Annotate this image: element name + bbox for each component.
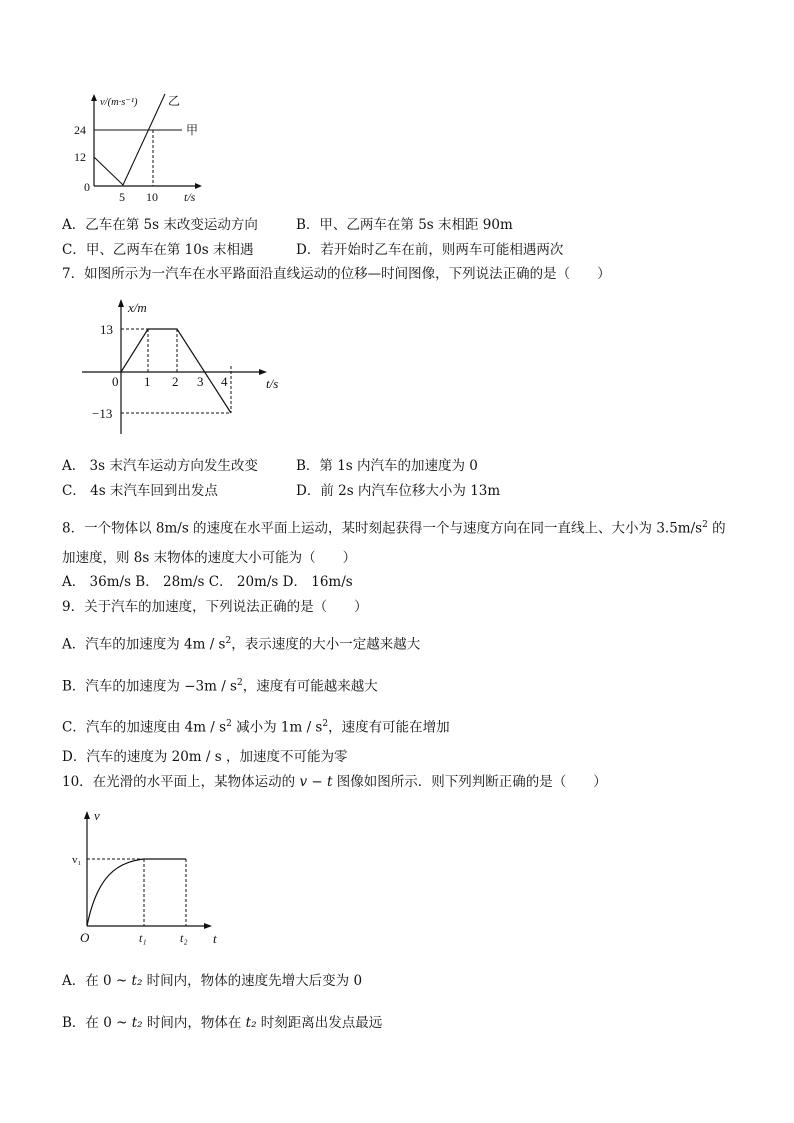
q10-option-b (62, 1014, 382, 1032)
q7-option-b: B．第 1s 内汽车的加速度为 0 (296, 458, 478, 474)
graph1-x-arrow (195, 183, 202, 189)
q6-option-a: A．乙车在第 5s 末改变运动方向 (62, 217, 258, 233)
graph1-tick-24: 24 (74, 123, 86, 137)
q9-c-mid: 减小为 1m / s (231, 719, 323, 736)
q10-a-post: 时间内，物体的速度先增大后变为 0 (142, 973, 363, 989)
q8-stem-sup: 2 (702, 520, 708, 530)
q9-option-b (62, 674, 378, 696)
graph2-tick-0: 0 (112, 374, 119, 389)
graph3-vt (72, 806, 232, 946)
q10-b-var2: t₂ (245, 1015, 257, 1031)
q9-b-post: ，速度有可能越来越大 (242, 678, 378, 695)
graph1-y-arrow (91, 94, 97, 101)
q7-option-c: C． 4s 末汽车回到出发点 (62, 483, 218, 499)
graph3-x-label: t (213, 931, 217, 946)
q9-b-sup: 2 (236, 678, 243, 688)
q10-b-var: t₂ (131, 1015, 143, 1031)
graph2-xt (80, 296, 290, 436)
q9-option-c (62, 715, 450, 737)
graph2-y-arrow (118, 299, 124, 307)
q9-c-sup1: 2 (226, 719, 232, 729)
graph3-curve (87, 859, 186, 926)
graph1-x-label: t/s (184, 190, 196, 204)
q9-c-sup2: 2 (322, 719, 329, 729)
q9-option-d: D．汽车的速度为 20m / s ，加速度不可能为零 (62, 749, 348, 765)
graph3-t1-label: t₁ (139, 931, 147, 945)
q10-a-pre: A．在 0 ~ (62, 973, 132, 989)
graph2-y-label: x/m (128, 300, 147, 315)
q9-a-sup: 2 (225, 636, 232, 646)
graph1-label-yi: 乙 (168, 94, 181, 108)
q10-option-a (62, 972, 362, 990)
graph1-label-jia: 甲 (186, 123, 199, 137)
graph2-tick-neg13: −13 (92, 406, 113, 421)
q8-stem-part2: 的 (707, 520, 726, 537)
graph2-line (121, 329, 231, 413)
q10-b-pre: B．在 0 ~ (62, 1015, 132, 1031)
q6-option-b: B．甲、乙两车在第 5s 末相距 90m (296, 217, 513, 233)
graph3-y-label: v (94, 808, 100, 823)
q6-option-d: D．若开始时乙车在前，则两车可能相遇两次 (296, 242, 564, 258)
graph2-x-arrow (259, 369, 267, 375)
graph3-origin-label: O (80, 930, 90, 945)
graph1-tick-12: 12 (74, 150, 86, 164)
graph1-tick-0: 0 (84, 180, 90, 194)
q10-stem-pre: 10．在光滑的水平面上，某物体运动的 (62, 774, 300, 790)
q10-b-post: 时刻距离出发点最远 (256, 1015, 383, 1031)
q9-a-post: ，表示速度的大小一定越来越大 (231, 636, 421, 653)
graph2-tick-1: 1 (144, 374, 151, 389)
q9-b-pre: B．汽车的加速度为 −3m / s (62, 678, 237, 695)
graph3-x-arrow (204, 923, 212, 929)
q10-a-var: t₂ (131, 973, 143, 989)
q8-stem-part1: 8．一个物体以 8m/s 的速度在水平面上运动，某时刻起获得一个与速度方向在同一直线上、大小为 3.5m/s (62, 520, 703, 537)
graph1-y-label: v/(m·s⁻¹) (100, 97, 138, 108)
graph3-y-arrow (84, 811, 90, 819)
q10-b-mid: 时间内，物体在 (142, 1015, 246, 1031)
q7-option-d: D．前 2s 内汽车位移大小为 13m (296, 483, 501, 499)
graph2-tick-13: 13 (100, 322, 113, 337)
q10-stem-var: v − t (299, 774, 333, 790)
q9-stem: 9．关于汽车的加速度，下列说法正确的是（ ） (62, 599, 368, 615)
graph2-tick-2: 2 (172, 374, 179, 389)
graph1-tick-5: 5 (119, 190, 125, 204)
q7-option-a: A． 3s 末汽车运动方向发生改变 (62, 458, 258, 474)
graph3-t2-label: t₂ (180, 931, 188, 945)
graph1-vt-jia-yi (70, 90, 230, 205)
q9-c-pre: C．汽车的加速度由 4m / s (62, 719, 227, 736)
q9-a-pre: A．汽车的加速度为 4m / s (62, 636, 226, 653)
graph2-tick-3: 3 (197, 374, 204, 389)
graph1-tick-10: 10 (146, 190, 158, 204)
q8-stem (62, 516, 726, 538)
graph2-tick-4: 4 (221, 374, 228, 389)
q9-c-post: ，速度有可能在增加 (328, 719, 450, 736)
q8-stem-line2: 加速度，则 8s 末物体的速度大小可能为（ ） (62, 550, 357, 566)
q10-stem (62, 773, 607, 791)
q6-option-c: C．甲、乙两车在第 10s 末相遇 (62, 242, 254, 258)
q7-stem: 7．如图所示为一汽车在水平路面沿直线运动的位移—时间图像，下列说法正确的是（ ） (62, 266, 611, 282)
q9-option-a (62, 632, 420, 654)
graph3-v1-label: v₁ (72, 854, 82, 866)
graph2-x-label: t/s (266, 376, 279, 391)
q8-options: A． 36m/s B． 28m/s C． 20m/s D． 16m/s (62, 574, 353, 590)
q10-stem-post: 图像如图所示．则下列判断正确的是（ ） (332, 774, 607, 790)
